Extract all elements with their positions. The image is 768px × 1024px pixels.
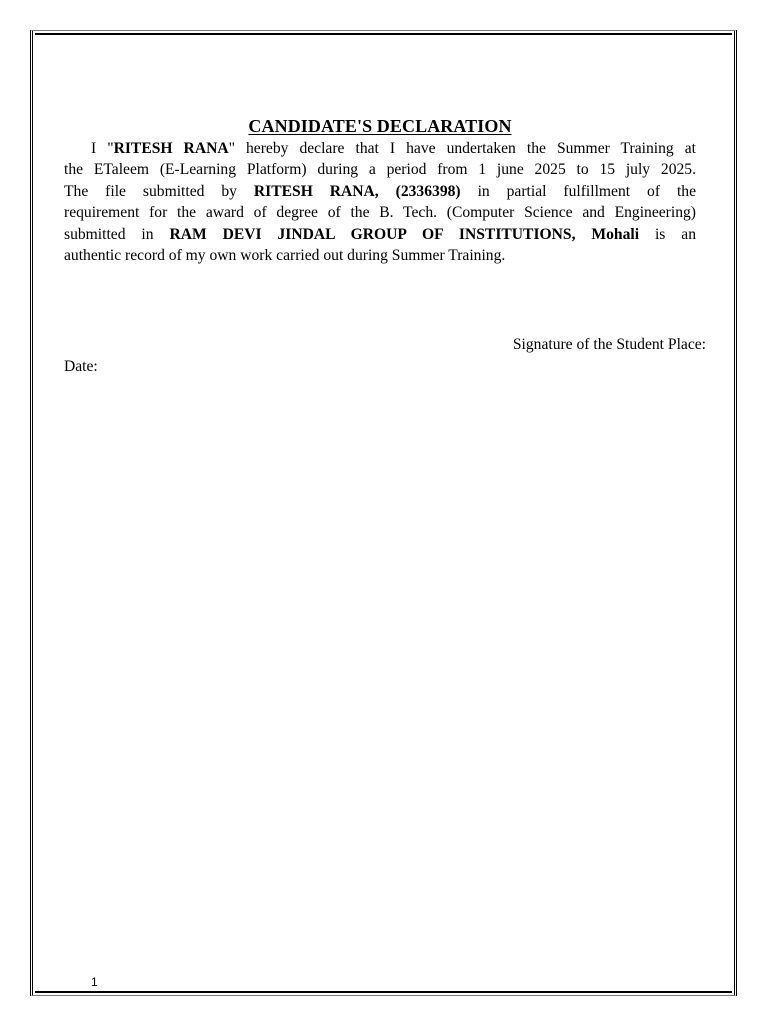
line3-prefix: The file submitted by: [64, 182, 254, 200]
declaration-line-2: the ETaleem (E-Learning Platform) during a period from 1 june 2025 to 15 july 2025.: [64, 161, 696, 179]
date-label: Date:: [64, 358, 98, 375]
student-name-roll: RITESH RANA, (2336398): [253, 182, 461, 200]
line5-prefix: submitted in: [64, 225, 170, 243]
declaration-paragraph: [64, 138, 696, 266]
line1-prefix: I ": [91, 140, 114, 157]
declaration-line-4: requirement for the award of degree of the B. Tech. (Computer Science and Engineering): [64, 204, 696, 222]
declaration-section: [64, 114, 696, 266]
institution-name: RAM DEVI JINDAL GROUP OF INSTITUTIONS, Mohali: [169, 225, 640, 243]
page-title: CANDIDATE'S DECLARATION: [248, 116, 512, 136]
line5-suffix: is an: [639, 225, 696, 243]
line3-suffix: in partial fulfillment of the: [460, 182, 697, 200]
declaration-line-3: [64, 181, 696, 202]
student-name: RITESH RANA: [113, 140, 229, 157]
signature-label: Signature of the Student Place:: [512, 336, 706, 353]
declaration-line-6: authentic record of my own work carried out during Summer Training.: [64, 247, 506, 265]
page-number: 1: [91, 975, 98, 989]
declaration-line-5: [64, 224, 696, 245]
declaration-line-1: [64, 138, 696, 159]
line1-suffix: " hereby declare that I have undertaken the Summer Training at: [228, 140, 696, 157]
